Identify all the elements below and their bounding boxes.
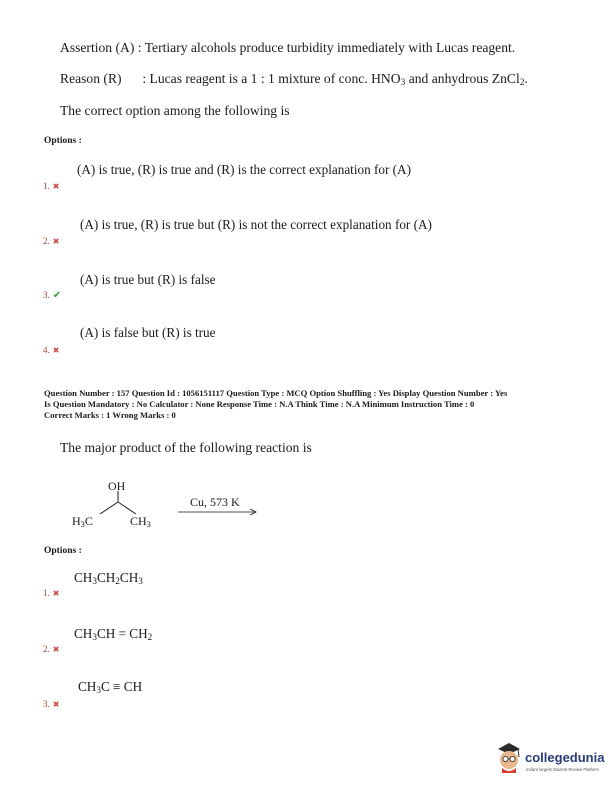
assertion-text: Assertion (A) : Tertiary alcohols produce turbidity immediately with Lucas reagent. xyxy=(60,40,516,55)
question-prompt: The major product of the following reaction is xyxy=(60,440,312,455)
option-text: (A) is false but (R) is true xyxy=(80,325,216,340)
methyl-right-label: $CH_3$ xyxy=(130,514,151,529)
option-number: 4. ✖ xyxy=(43,345,60,355)
reaction-diagram xyxy=(60,474,280,544)
reason-line xyxy=(60,71,528,88)
option-number: 3. ✔ xyxy=(43,290,62,301)
options-label: Options : xyxy=(44,136,82,146)
option-number: 2. ✖ xyxy=(43,644,60,654)
option-text: (A) is true, (R) is true and (R) is the correct explanation for (A) xyxy=(77,162,411,177)
mascot-icon xyxy=(494,740,524,774)
options-label: Options : xyxy=(44,546,82,556)
option-formula: $CH_3CH = CH_2$ xyxy=(74,626,153,642)
bond-line xyxy=(118,502,136,514)
question-meta: Question Number : 157 Question Id : 1056151117 Question Type : MCQ Option Shuffling : Yes Display Question Number : Yes Is Question Mandatory : No Calculator : None Response Time : N.A Think Time : N.A Minimum Instruction Time : 0 Correct Marks : 1 Wrong Marks : 0 xyxy=(44,388,508,420)
option-text: (A) is true but (R) is false xyxy=(80,272,216,287)
option-number: 2. ✖ xyxy=(43,236,60,246)
logo-tagline: India's largest Student Review Platform xyxy=(526,767,599,772)
check-mark-icon: ✔ xyxy=(52,290,62,301)
bond-line xyxy=(100,502,118,514)
option-number: 1. ✖ xyxy=(43,588,60,598)
wrong-mark-icon: ✖ xyxy=(52,645,60,654)
wrong-mark-icon: ✖ xyxy=(52,182,60,191)
reaction-condition: Cu, 573 K xyxy=(190,495,240,509)
option-number: 3. ✖ xyxy=(43,699,60,709)
reason-label: Reason (R) xyxy=(60,71,122,86)
wrong-mark-icon: ✖ xyxy=(52,346,60,355)
option-formula: $CH_3C$ ≡ CH xyxy=(78,679,143,695)
reason-text: : Lucas reagent is a 1 : 1 mixture of conc. $HNO_3$ and anhydrous ZnCl$_2$. xyxy=(142,71,528,88)
question-prompt: The correct option among the following is xyxy=(60,103,290,118)
wrong-mark-icon: ✖ xyxy=(52,700,60,709)
option-text: (A) is true, (R) is true but (R) is not the correct explanation for (A) xyxy=(80,217,432,232)
hydroxyl-label: OH xyxy=(108,479,126,493)
wrong-mark-icon: ✖ xyxy=(52,237,60,246)
collegedunia-logo xyxy=(494,740,606,780)
wrong-mark-icon: ✖ xyxy=(52,589,60,598)
logo-name: collegedunia xyxy=(525,750,605,765)
methyl-left-label: $H_3C$ xyxy=(72,514,93,529)
option-number: 1. ✖ xyxy=(43,181,60,191)
option-formula: $CH_3CH_2CH_3$ xyxy=(74,570,143,586)
